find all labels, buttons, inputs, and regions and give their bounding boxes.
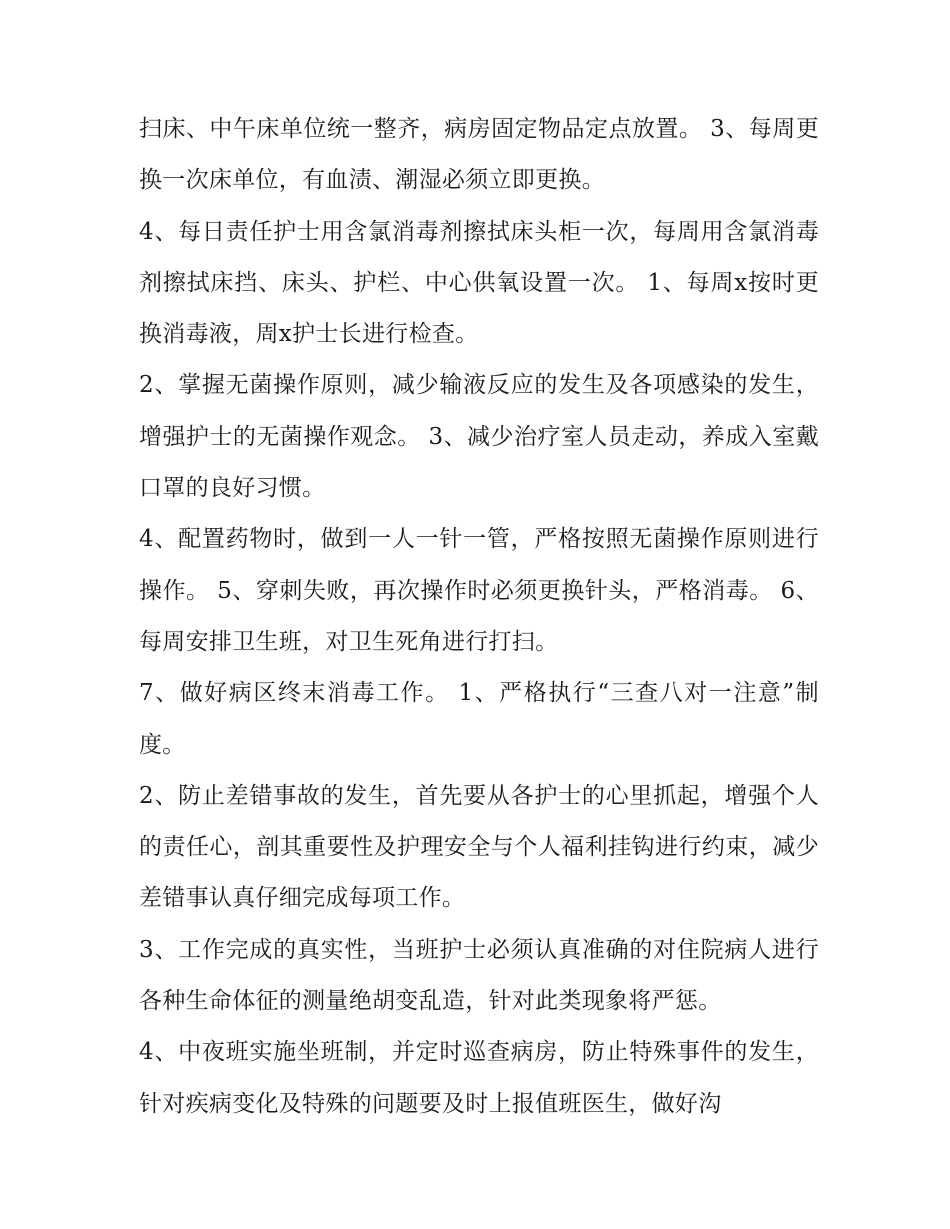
paragraph: 3、工作完成的真实性，当班护士必须认真准确的对住院病人进行各种生命体征的测量绝胡变乱造，针对此类现象将严惩。 — [139, 936, 819, 1015]
paragraph: 4、每日责任护士用含氯消毒剂擦拭床头柜一次，每周用含氯消毒剂擦拭床挡、床头、护栏、中心供氧设置一次。 1、每周x按时更换消毒液，周x护士长进行检查。 — [139, 218, 819, 348]
paragraph: 2、防止差错事故的发生，首先要从各护士的心里抓起，增强个人的责任心，剖其重要性及护理安全与个人福利挂钩进行约束，减少差错事认真仔细完成每项工作。 — [139, 782, 819, 912]
paragraph: 4、中夜班实施坐班制，并定时巡查病房，防止特殊事件的发生，针对疾病变化及特殊的问题要及时上报值班医生，做好沟 — [139, 1039, 819, 1117]
paragraph: 7、做好病区终末消毒工作。 1、严格执行“三查八对一注意”制度。 — [139, 680, 819, 758]
paragraph: 扫床、中午床单位统一整齐，病房固定物品定点放置。 3、每周更换一次床单位，有血渍、潮湿必须立即更换。 — [139, 116, 819, 194]
document-body — [139, 104, 819, 1130]
paragraph: 2、掌握无菌操作原则，减少输液反应的发生及各项感染的发生，增强护士的无菌操作观念。 3、减少治疗室人员走动，养成入室戴口罩的良好习惯。 — [139, 372, 819, 502]
paragraph: 4、配置药物时，做到一人一针一管，严格按照无菌操作原则进行操作。 5、穿刺失败，再次操作时必须更换针头，严格消毒。 6、每周安排卫生班，对卫生死角进行打扫。 — [139, 526, 819, 655]
